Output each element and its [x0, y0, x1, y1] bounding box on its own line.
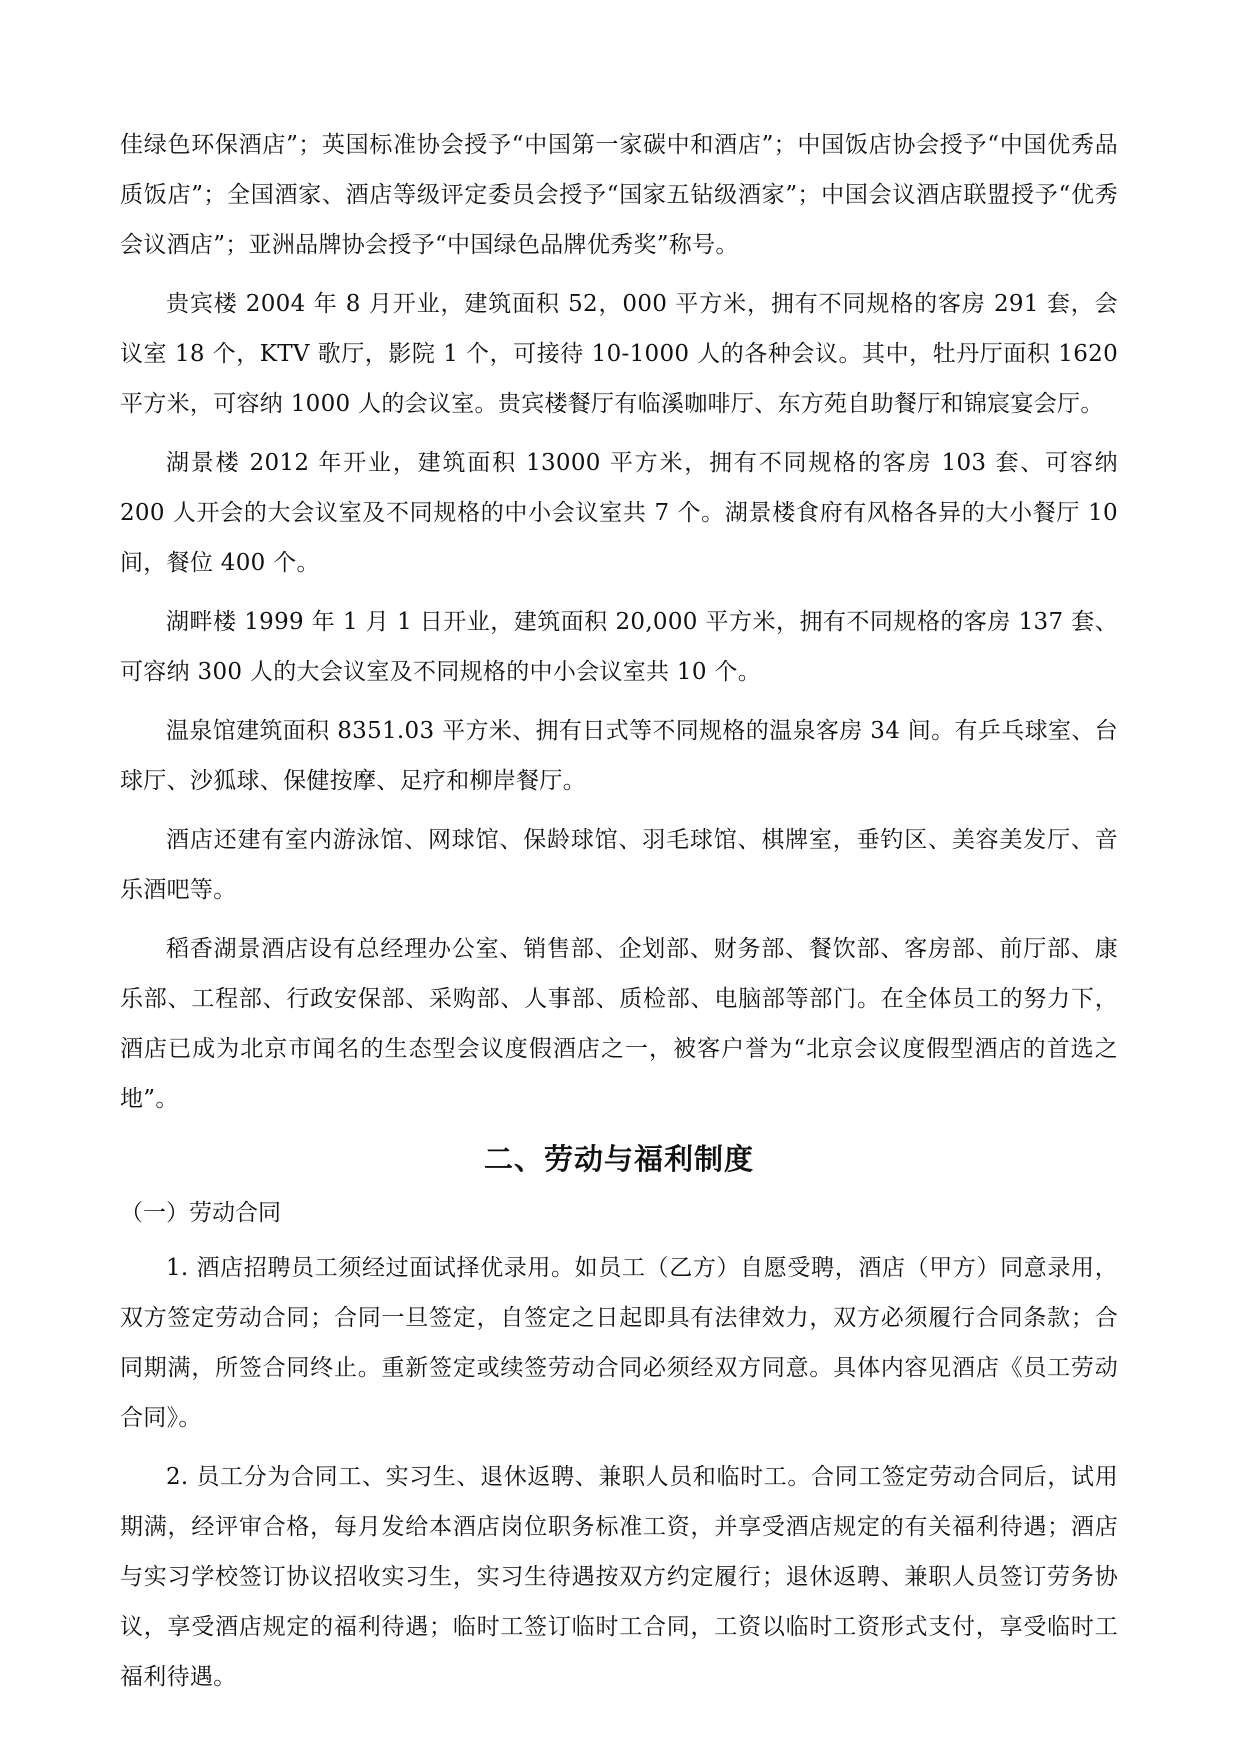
paragraph-lakeview-building: 湖景楼 2012 年开业，建筑面积 13000 平方米，拥有不同规格的客房 103 套、可容纳 200 人开会的大会议室及不同规格的中小会议室共 7 个。湖景楼食府有风格各异的大小餐厅 10 间，餐位 400 个。 [120, 450, 1118, 576]
subsection-title: （一）劳动合同 [120, 1200, 281, 1226]
paragraph-lakeside-building: 湖畔楼 1999 年 1 月 1 日开业，建筑面积 20,000 平方米，拥有不同规格的客房 137 套、可容纳 300 人的大会议室及不同规格的中小会议室共 10 个。 [120, 609, 1118, 685]
paragraph-contract-2: 2. 员工分为合同工、实习生、退休返聘、兼职人员和临时工。合同工签定劳动合同后，试用期满，经评审合格，每月发给本酒店岗位职务标准工资，并享受酒店规定的有关福利待遇；酒店与实习学校签订协议招收实习生，实习生待遇按双方约定履行；退休返聘、兼职人员签订劳务协议，享受酒店规定的福利待遇；临时工签订临时工合同，工资以临时工资形式支付，享受临时工福利待遇。 [120, 1464, 1118, 1690]
paragraph-contract-1: 1. 酒店招聘员工须经过面试择优录用。如员工（乙方）自愿受聘，酒店（甲方）同意录用，双方签定劳动合同；合同一旦签定，自签定之日起即具有法律效力，双方必须履行合同条款；合同期满，所签合同终止。重新签定或续签劳动合同必须经双方同意。具体内容见酒店《员工劳动合同》。 [120, 1255, 1118, 1431]
document-body [120, 120, 1118, 1711]
paragraph-hot-spring: 温泉馆建筑面积 8351.03 平方米、拥有日式等不同规格的温泉客房 34 间。有乒乓球室、台球厅、沙狐球、保健按摩、足疗和柳岸餐厅。 [120, 718, 1118, 794]
paragraph-vip-building: 贵宾楼 2004 年 8 月开业，建筑面积 52，000 平方米，拥有不同规格的客房 291 套，会议室 18 个，KTV 歌厅，影院 1 个，可接待 10-1000 人的各种会议。其中，牡丹厅面积 1620 平方米，可容纳 1000 人的会议室。贵宾楼餐厅有临溪咖啡厅、东方苑自助餐厅和锦宸宴会厅。 [120, 291, 1118, 417]
paragraph-departments: 稻香湖景酒店设有总经理办公室、销售部、企划部、财务部、餐饮部、客房部、前厅部、康乐部、工程部、行政安保部、采购部、人事部、质检部、电脑部等部门。在全体员工的努力下，酒店已成为北京市闻名的生态型会议度假酒店之一，被客户誉为“北京会议度假型酒店的首选之地”。 [120, 936, 1118, 1112]
paragraph-facilities: 酒店还建有室内游泳馆、网球馆、保龄球馆、羽毛球馆、棋牌室，垂钓区、美容美发厅、音乐酒吧等。 [120, 827, 1118, 903]
section-title: 二、劳动与福利制度 [483, 1142, 754, 1176]
paragraph-awards: 佳绿色环保酒店”；英国标准协会授予“中国第一家碳中和酒店”；中国饭店协会授予“中国优秀品质饭店”；全国酒家、酒店等级评定委员会授予“国家五钻级酒家”；中国会议酒店联盟授予“优秀会议酒店”；亚洲品牌协会授予“中国绿色品牌优秀奖”称号。 [120, 132, 1118, 258]
